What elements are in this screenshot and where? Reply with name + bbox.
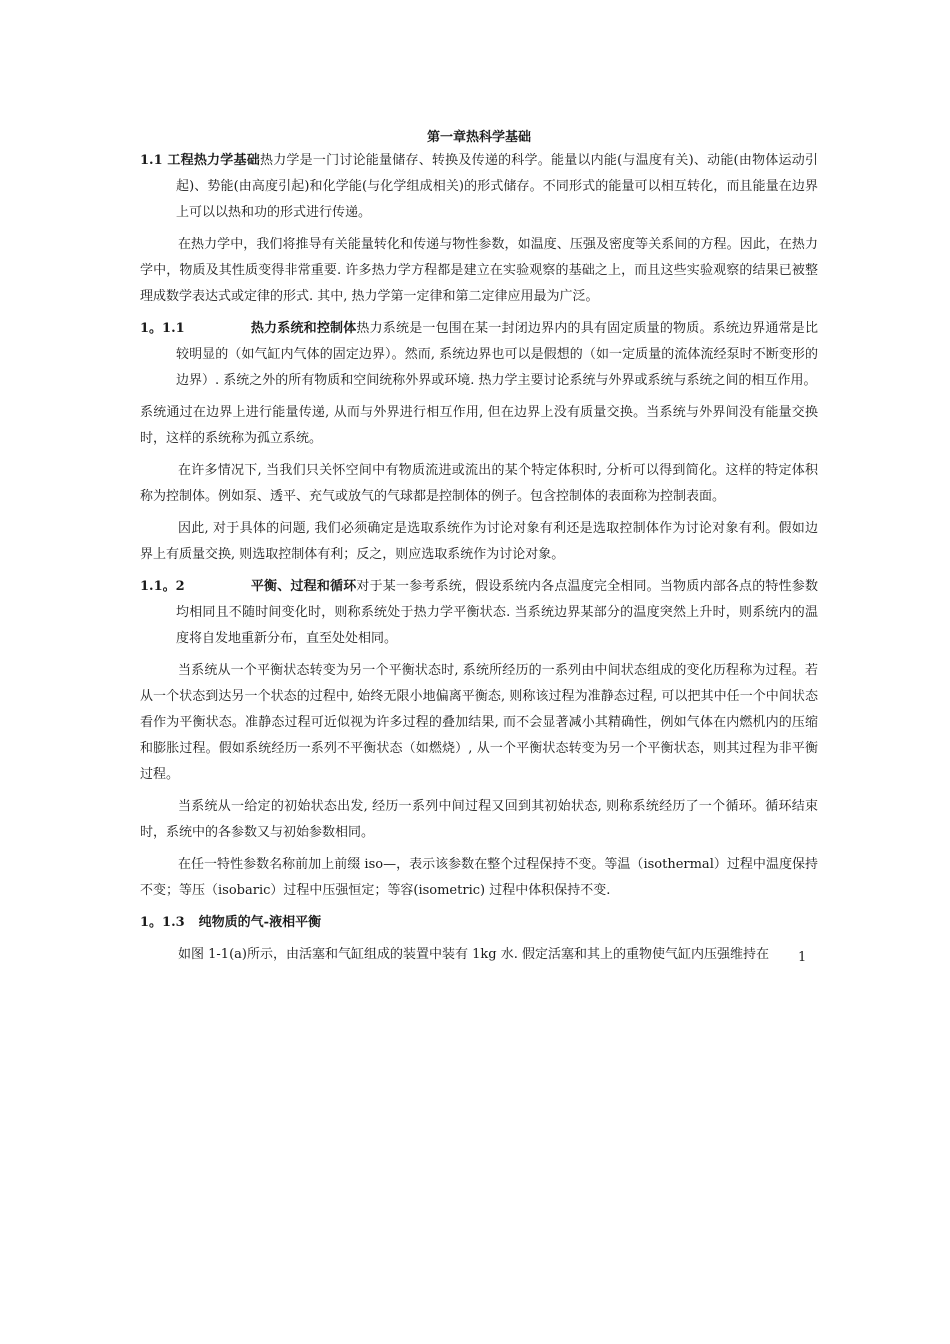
section-1-1-2-number: 1.1。2 [140, 579, 185, 594]
section-1-1-3 [140, 910, 818, 936]
paragraph-7: 在任一特性参数名称前加上前缀 iso—，表示该参数在整个过程保持不变。等温（isothermal）过程中温度保持不变；等压（isobaric）过程中压强恒定；等容(isometric) 过程中体积保持不变. [140, 857, 818, 898]
paragraph-1: 在热力学中，我们将推导有关能量转化和传递与物性参数，如温度、压强及密度等关系间的方程。因此，在热力学中，物质及其性质变得非常重要. 许多热力学方程都是建立在实验观察的基础之上，而且这些实验观察的结果已被整理成数学表达式或定律的形式. 其中, 热力学第一定律和第二定律应用最为广泛。 [140, 237, 818, 304]
section-1-1-2 [140, 574, 818, 652]
paragraph-4: 因此, 对于具体的问题, 我们必须确定是选取系统作为讨论对象有利还是选取控制体作为讨论对象有利。假如边界上有质量交换, 则选取控制体有利；反之，则应选取系统作为讨论对象。 [140, 521, 818, 562]
section-1-1-3-heading: 纯物质的气-液相平衡 [198, 915, 322, 930]
paragraph-8: 如图 1-1(a)所示，由活塞和气缸组成的装置中装有 1kg 水. 假定活塞和其上的重物使气缸内压强维持在 [178, 947, 769, 962]
section-1-1-2-text: 对于某一参考系统，假设系统内各点温度完全相同。当物质内部各点的特性参数均相同且不随时间变化时，则称系统处于热力学平衡状态. 当系统边界某部分的温度突然上升时，则系统内的温度将自发地重新分布，直至处处相同。 [176, 579, 818, 646]
section-1-1-1-text: 热力系统是一包围在某一封闭边界内的具有固定质量的物质。系统边界通常是比较明显的（如气缸内气体的固定边界）。然而, 系统边界也可以是假想的（如一定质量的流体流经泵时不断变形的边界）. 系统之外的所有物质和空间统称外界或环境. 热力学主要讨论系统与外界或系统与系统之间的相互作用。 [176, 321, 818, 388]
section-1-1-1 [140, 316, 818, 394]
paragraph-3: 在许多情况下, 当我们只关怀空间中有物质流进或流出的某个特定体积时, 分析可以得到简化。这样的特定体积称为控制体。例如泵、透平、充气或放气的气球都是控制体的例子。包含控制体的表面称为控制表面。 [140, 463, 818, 504]
section-1-1-1-number: 1。1.1 [140, 321, 185, 336]
page-number: 1 [798, 950, 807, 965]
section-1-1-heading: 1.1 工程热力学基础 [140, 153, 260, 168]
paragraph-6: 当系统从一给定的初始状态出发, 经历一系列中间过程又回到其初始状态, 则称系统经历了一个循环。循环结束时，系统中的各参数又与初始参数相同。 [140, 799, 818, 840]
paragraph-2: 系统通过在边界上进行能量传递, 从而与外界进行相互作用, 但在边界上没有质量交换。当系统与外界间没有能量交换时，这样的系统称为孤立系统。 [140, 405, 818, 446]
paragraph-5: 当系统从一个平衡状态转变为另一个平衡状态时, 系统所经历的一系列由中间状态组成的变化历程称为过程。若从一个状态到达另一个状态的过程中, 始终无限小地偏离平衡态, 则称该过程为准静态过程, 可以把其中任一个中间状态看作为平衡状态。准静态过程可近似视为许多过程的叠加结果, 而不会显著减小其精确性，例如气体在内燃机内的压缩和膨胀过程。假如系统经历一系列不平衡状态（如燃烧）, 从一个平衡状态转变为另一个平衡状态，则其过程为非平衡过程。 [140, 663, 818, 782]
chapter-title: 第一章热科学基础 [426, 130, 531, 145]
section-1-1-1-heading: 热力系统和控制体 [250, 321, 357, 336]
section-1-1 [140, 148, 818, 226]
section-1-1-3-number: 1。1.3 [140, 915, 185, 930]
section-1-1-2-heading: 平衡、过程和循环 [250, 579, 357, 594]
section-1-1-text: 热力学是一门讨论能量储存、转换及传递的科学。能量以内能(与温度有关)、动能(由物体运动引起)、势能(由高度引起)和化学能(与化学组成相关)的形式储存。不同形式的能量可以相互转化，而且能量在边界上可以以热和功的形式进行传递。 [176, 153, 818, 220]
document-body [140, 128, 818, 968]
